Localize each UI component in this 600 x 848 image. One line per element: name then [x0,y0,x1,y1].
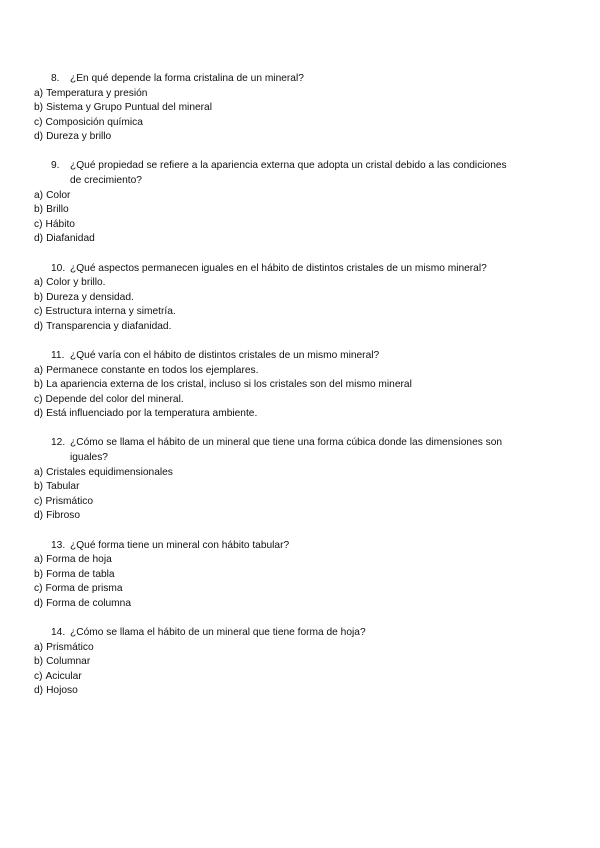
option-text: Hábito [45,218,75,230]
question-number: 9. [51,160,60,172]
option-c [34,116,574,131]
option-text: Fibroso [46,510,81,522]
option-text: Forma de columna [46,597,131,609]
option-list [34,276,574,334]
question-header [34,262,574,277]
option-letter: a) [34,641,44,653]
option-text: Composición química [45,116,143,128]
question-text: ¿Qué forma tiene un mineral con hábito tabular? [70,539,290,551]
option-list [34,553,574,611]
question-header [34,539,574,554]
option-d [34,320,574,335]
option-letter: c) [34,670,43,682]
question-11 [34,349,574,422]
option-letter: b) [34,102,44,114]
option-text: La apariencia externa de los cristal, incluso si los cristales son del mismo mineral [46,379,412,391]
option-b [34,480,574,495]
question-list [34,72,574,713]
option-letter: d) [34,510,44,522]
question-header [34,436,574,465]
option-letter: b) [34,291,44,303]
option-text: Tabular [46,481,80,493]
option-c [34,495,574,510]
question-number: 12. [51,437,66,449]
option-c [34,393,574,408]
option-text: Color y brillo. [46,277,106,289]
question-header [34,159,574,188]
option-text: Prismático [45,495,94,507]
option-c [34,305,574,320]
option-c [34,582,574,597]
option-a [34,364,574,379]
option-text: Dureza y brillo [46,131,112,143]
question-12 [34,436,574,524]
option-letter: c) [34,218,43,230]
option-b [34,568,574,583]
option-a [34,553,574,568]
option-letter: d) [34,320,44,332]
option-b [34,291,574,306]
option-text: Forma de hoja [46,554,112,566]
option-list [34,466,574,524]
option-letter: d) [34,233,44,245]
question-number: 11. [51,350,65,361]
question-10 [34,262,574,335]
option-d [34,232,574,247]
option-list [34,641,574,699]
option-text: Prismático [46,641,94,653]
option-letter: a) [34,277,44,289]
option-text: Estructura interna y simetría. [45,306,176,318]
option-letter: c) [34,116,43,128]
option-b [34,655,574,670]
question-number: 13. [51,539,66,551]
option-letter: b) [34,481,44,493]
option-a [34,87,574,102]
option-letter: a) [34,189,44,201]
option-letter: b) [34,656,44,668]
question-text: ¿Qué propiedad se refiere a la apariencia externa que adopta un cristal debido a las condiciones de crecimiento? [70,160,507,187]
option-letter: a) [34,87,44,99]
option-text: Brillo [46,204,69,216]
option-letter: d) [34,685,44,697]
option-letter: c) [34,495,43,507]
option-text: Forma de tabla [46,568,115,580]
question-text: ¿En qué depende la forma cristalina de un mineral? [70,73,304,84]
option-list [34,364,574,422]
question-8 [34,72,574,145]
option-letter: c) [34,393,43,405]
option-text: Columnar [46,656,91,668]
option-letter: d) [34,408,44,420]
option-list [34,189,574,247]
option-text: Dureza y densidad. [46,291,134,303]
question-9 [34,159,574,247]
option-b [34,203,574,218]
option-letter: d) [34,131,44,143]
option-letter: b) [34,204,44,216]
question-header [34,72,574,87]
option-d [34,407,574,422]
option-c [34,218,574,233]
option-letter: a) [34,364,44,376]
option-letter: c) [34,306,43,318]
option-letter: a) [34,466,44,478]
option-text: Transparencia y diafanidad. [46,320,172,332]
option-b [34,378,574,393]
question-text: ¿Cómo se llama el hábito de un mineral que tiene forma de hoja? [70,627,366,638]
option-letter: a) [34,554,44,566]
option-text: Forma de prisma [45,583,123,595]
option-text: Sistema y Grupo Puntual del mineral [46,102,212,114]
option-list [34,87,574,145]
question-header [34,349,574,364]
option-text: Cristales equidimensionales [46,466,173,478]
option-c [34,670,574,685]
question-text: ¿Qué varía con el hábito de distintos cristales de un mismo mineral? [70,350,380,361]
question-13 [34,539,574,612]
option-text: Permanece constante en todos los ejemplares. [46,364,259,376]
option-a [34,276,574,291]
option-d [34,597,574,612]
question-number: 8. [51,73,60,84]
question-number: 14. [51,627,66,638]
option-letter: b) [34,379,44,391]
option-text: Está influenciado por la temperatura ambiente. [46,408,258,420]
option-text: Depende del color del mineral. [45,393,184,405]
option-text: Hojoso [46,685,78,697]
option-a [34,189,574,204]
option-text: Diafanidad [46,233,95,245]
question-text: ¿Cómo se llama el hábito de un mineral que tiene una forma cúbica donde las dimensiones son iguales? [70,437,503,464]
question-header [34,626,574,641]
question-number: 10. [51,262,66,274]
option-a [34,641,574,656]
option-text: Temperatura y presión [46,87,148,99]
option-letter: b) [34,568,44,580]
option-a [34,466,574,481]
option-text: Acicular [45,670,82,682]
option-b [34,101,574,116]
question-14 [34,626,574,699]
question-text: ¿Qué aspectos permanecen iguales en el hábito de distintos cristales de un mismo mineral? [70,262,487,274]
option-d [34,130,574,145]
option-letter: c) [34,583,43,595]
option-text: Color [46,189,71,201]
option-d [34,509,574,524]
option-d [34,684,574,699]
option-letter: d) [34,597,44,609]
